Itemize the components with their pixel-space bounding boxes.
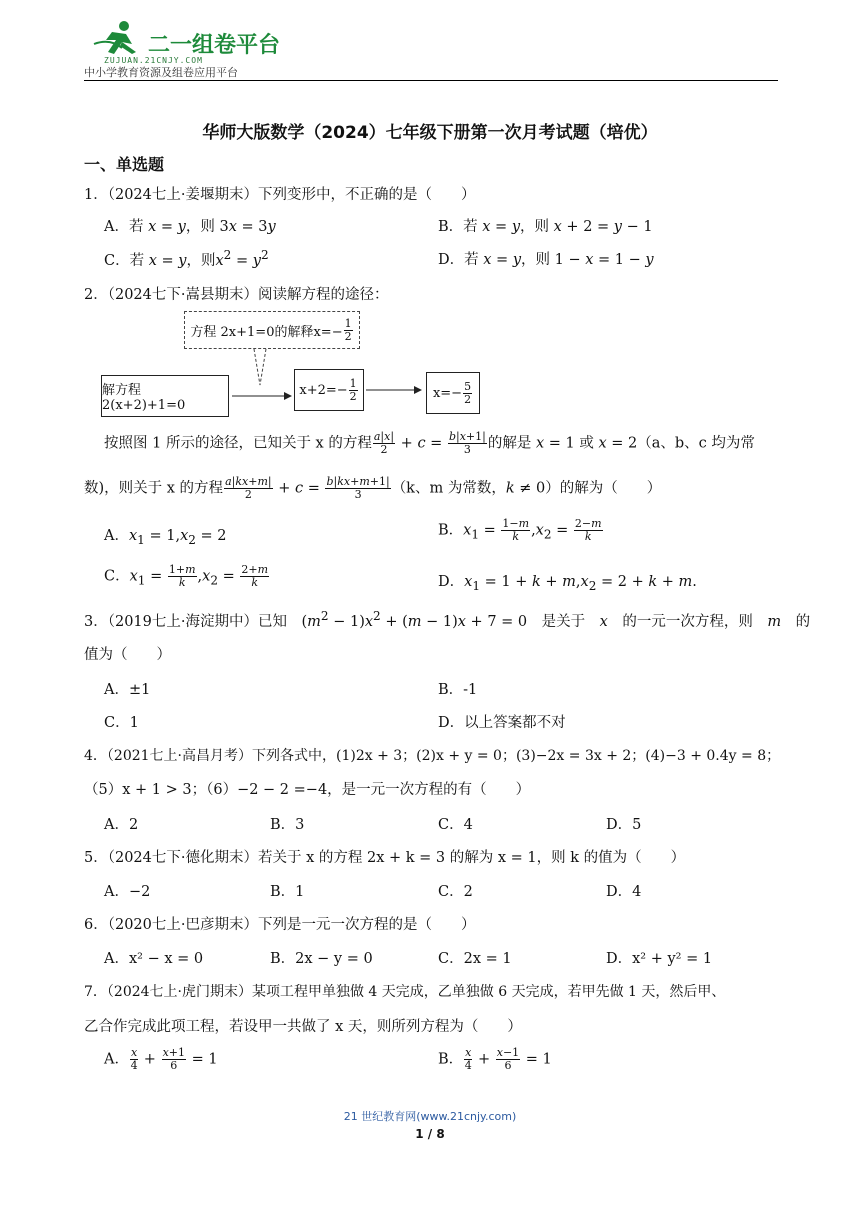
q5-option-d: D．4 — [606, 884, 642, 900]
logo-url: ZUJUAN.21CNJY.COM — [104, 56, 203, 65]
q2-option-b: B．$x_1$ = $\frac{1-m}{k}$ $,x_2$ = $\frac{2-m}{k}$ — [438, 517, 602, 543]
q5-option-a: A．−2 — [104, 884, 151, 900]
q2-stem: 2．（2024七下·嵩县期末）阅读解方程的途径： — [84, 287, 389, 303]
q5-option-c: C．2 — [438, 884, 473, 900]
q1-option-d: D．若 x = y，则 1 − x = 1 − y — [438, 252, 654, 268]
q2-option-d: D．$x_1 = 1 + k + m,x_2 = 2 + k + m$. — [438, 574, 697, 593]
q1-option-a: A．若 x = y，则 3x = 3y — [104, 219, 276, 235]
footer-site-link[interactable]: 21 世纪教育网(www.21cnjy.com) — [343, 1110, 517, 1123]
q2-diagram-box3: x=− $\frac{5}{2}$ — [426, 372, 480, 414]
q2-paragraph-line2: 数)，则关于 x 的方程 $\frac{a|kx+m|}{2}$ + c = $\frac{b|kx+m+1|}{3}$ （k、m 为常数，k ≠ 0）的解为（ ） — [84, 475, 662, 501]
q2-diagram-box2: x+2=− $\frac{1}{2}$ — [294, 369, 364, 411]
q6-stem: 6．（2020七上·巴彦期末）下列是一元一次方程的是（ ） — [84, 917, 476, 933]
q2-diagram-callout — [250, 349, 270, 387]
q1-stem: 1．（2024七上·姜堰期末）下列变形中，不正确的是（ ） — [84, 187, 476, 203]
q2-option-c: C．$x_1$ = $\frac{1+m}{k}$ $,x_2$ = $\frac{2+m}{k}$ — [104, 563, 269, 589]
q4-option-b: B．3 — [270, 817, 305, 833]
header-tagline: 中小学教育资源及组卷应用平台 — [84, 66, 238, 79]
q2-option-a: A．$x_1 = 1,x_2 = 2$ — [104, 528, 227, 547]
q2-diagram-note: 方程 2x+1=0的解释x=− $\frac{1}{2}$ — [184, 311, 360, 349]
q6-option-d: D．x² + y² = 1 — [606, 951, 713, 967]
q3-stem: 3．（2019七上·海淀期中）已知 $(m^2 - 1)x^2 + (m - 1)x + 7 = 0$ 是关于 x 的一元一次方程，则 m 的 — [84, 609, 811, 630]
q1-option-b: B．若 x = y，则 x + 2 = y − 1 — [438, 219, 653, 235]
q3-stem-line2: 值为（ ） — [84, 647, 171, 663]
section-heading: 一、单选题 — [84, 155, 165, 174]
q5-stem: 5．（2024七下·德化期末）若关于 x 的方程 2x + k = 3 的解为 x = 1，则 k 的值为（ ） — [84, 850, 686, 866]
q4-option-a: A．2 — [104, 817, 139, 833]
q2-diagram-arrow2 — [366, 384, 424, 396]
q3-option-c: C．1 — [104, 715, 139, 731]
q7-stem-line1: 7．（2024七上·虎门期末）某项工程甲单独做 4 天完成，乙单独做 6 天完成，若甲先做 1 天，然后甲、 — [84, 984, 726, 1000]
q2-paragraph-line1: 按照图 1 所示的途径，已知关于 x 的方程 $\frac{a|x|}{2}$ + c = $\frac{b|x+1|}{3}$ 的解是 x = 1 或 x = 2（a、b、c 均为常 — [104, 430, 755, 456]
q3-option-b: B．-1 — [438, 682, 478, 698]
logo-text: 二一组卷平台 — [148, 33, 281, 58]
q5-option-b: B．1 — [270, 884, 305, 900]
q7-option-b: B． $\frac{x}{4}$ + $\frac{x-1}{6}$ = 1 — [438, 1046, 552, 1072]
q7-option-a: A． $\frac{x}{4}$ + $\frac{x+1}{6}$ = 1 — [104, 1046, 218, 1072]
q2-diagram-arrow1 — [232, 390, 292, 402]
q1-option-c: C．若 x = y，则$x^2 = y^2$ — [104, 248, 269, 269]
header-rule — [84, 80, 778, 81]
q3-option-a: A．±1 — [104, 682, 151, 698]
logo-icon — [92, 18, 148, 58]
q6-option-b: B．2x − y = 0 — [270, 951, 373, 967]
page-title: 华师大版数学（2024）七年级下册第一次月考试题（培优） — [202, 123, 658, 143]
q3-option-d: D．以上答案都不对 — [438, 715, 566, 731]
page-number: 1 / 8 — [415, 1127, 445, 1141]
q6-option-c: C．2x = 1 — [438, 951, 512, 967]
q6-option-a: A．x² − x = 0 — [104, 951, 204, 967]
q2-diagram-box1: 解方程 2(x+2)+1=0 — [101, 375, 229, 417]
q4-option-d: D．5 — [606, 817, 642, 833]
q7-stem-line2: 乙合作完成此项工程，若设甲一共做了 x 天，则所列方程为（ ） — [84, 1019, 522, 1035]
q4-stem-line1: 4．（2021七上·高昌月考）下列各式中，(1)2x + 3；(2)x + y = 0；(3)−2x = 3x + 2；(4)−3 + 0.4y = 8； — [84, 748, 781, 764]
q4-option-c: C．4 — [438, 817, 473, 833]
q4-stem-line2: （5）x + 1 > 3；（6）−2 − 2 =−4，是一元一次方程的有（ ） — [84, 782, 531, 798]
